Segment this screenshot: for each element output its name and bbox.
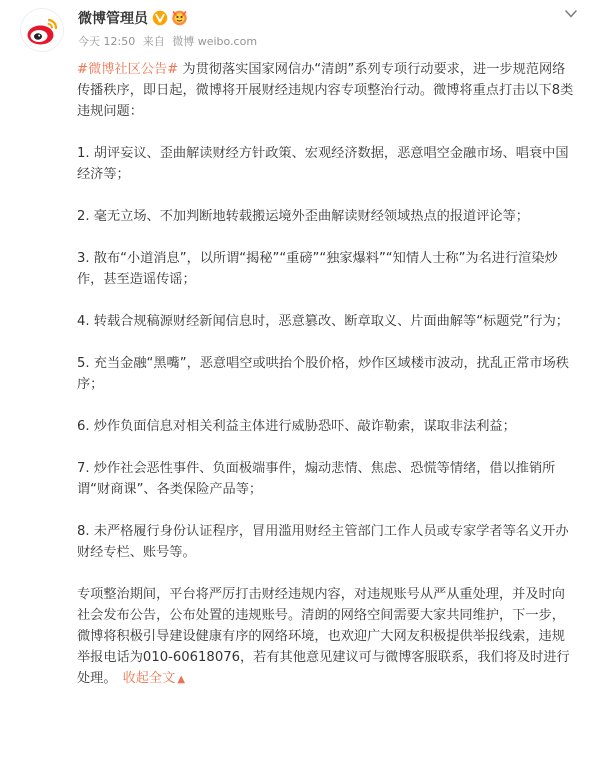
avatar[interactable] bbox=[20, 8, 64, 52]
collapse-arrow-icon: ▲ bbox=[177, 674, 186, 685]
intro-text: 为贯彻落实国家网信办“清朗”系列专项行动要求，进一步规范网络传播秩序，即日起，微博将开展财经违规内容专项整治行动。微博将重点打击以下8类违规问题： bbox=[77, 62, 574, 119]
list-item: 2. 毫无立场、不加判断地转载搬运境外歪曲解读财经领域热点的报道评论等； bbox=[77, 209, 529, 224]
list-item: 5. 充当金融“黑嘴”，恶意唱空或哄抬个股价格，炒作区域楼市波动，扰乱正常市场秩序； bbox=[77, 356, 569, 392]
chevron-down-icon[interactable] bbox=[563, 8, 579, 20]
collapse-button[interactable] bbox=[123, 671, 185, 686]
post-time[interactable]: 今天 12:50 bbox=[78, 35, 136, 48]
post-source[interactable]: 微博 weibo.com bbox=[172, 35, 258, 48]
post-intro bbox=[77, 59, 577, 122]
list-item: 8. 未严格履行身份认证程序，冒用滥用财经主管部门工作人员或专家学者等名义开办财经专栏、账号等。 bbox=[77, 524, 569, 560]
weibo-logo-icon bbox=[21, 9, 64, 52]
list-item: 1. 胡评妄议、歪曲解读财经方针政策、宏观经济数据，恶意唱空金融市场、唱衰中国经济等； bbox=[77, 146, 569, 182]
list-item: 4. 转载合规稿源财经新闻信息时，恶意篡改、断章取义、片面曲解等“标题党”行为； bbox=[77, 314, 569, 329]
medal-badge-icon[interactable] bbox=[171, 9, 188, 26]
closing-text: 专项整治期间，平台将严厉打击财经违规内容，对违规账号从严从重处理，并及时向社会发布公告，公布处置的违规账号。清朗的网络空间需要大家共同维护，下一步，微博将积极引导建设健康有序的网络环境，也欢迎广大网友积极提供举报线索，违规举报电话为010-60618076，若有其他意见建议可与微博客服联系，我们将及时进行处理。 bbox=[77, 587, 570, 686]
list-item: 7. 炒作社会恶性事件、负面极端事件，煽动悲情、焦虑、恐慌等情绪，借以推销所谓“财商课”、各类保险产品等； bbox=[77, 461, 556, 497]
hashtag-link[interactable]: #微博社区公告# bbox=[77, 62, 179, 77]
list-item: 6. 炒作负面信息对相关利益主体进行威胁恐吓、敲诈勒索，谋取非法利益； bbox=[77, 419, 516, 434]
post-content bbox=[77, 59, 577, 690]
source-prefix: 来自 bbox=[142, 35, 165, 48]
post-closing bbox=[77, 584, 577, 690]
verified-v-icon[interactable] bbox=[152, 10, 168, 26]
list-item: 3. 散布“小道消息”，以所谓“揭秘”“重磅”“独家爆料”“知情人士称”为名进行渲染炒作，甚至造谣传谣； bbox=[77, 251, 558, 287]
post-header bbox=[0, 0, 591, 54]
collapse-label: 收起全文 bbox=[122, 671, 176, 686]
author-name[interactable]: 微博管理员 bbox=[78, 11, 148, 27]
post-meta bbox=[78, 35, 261, 49]
